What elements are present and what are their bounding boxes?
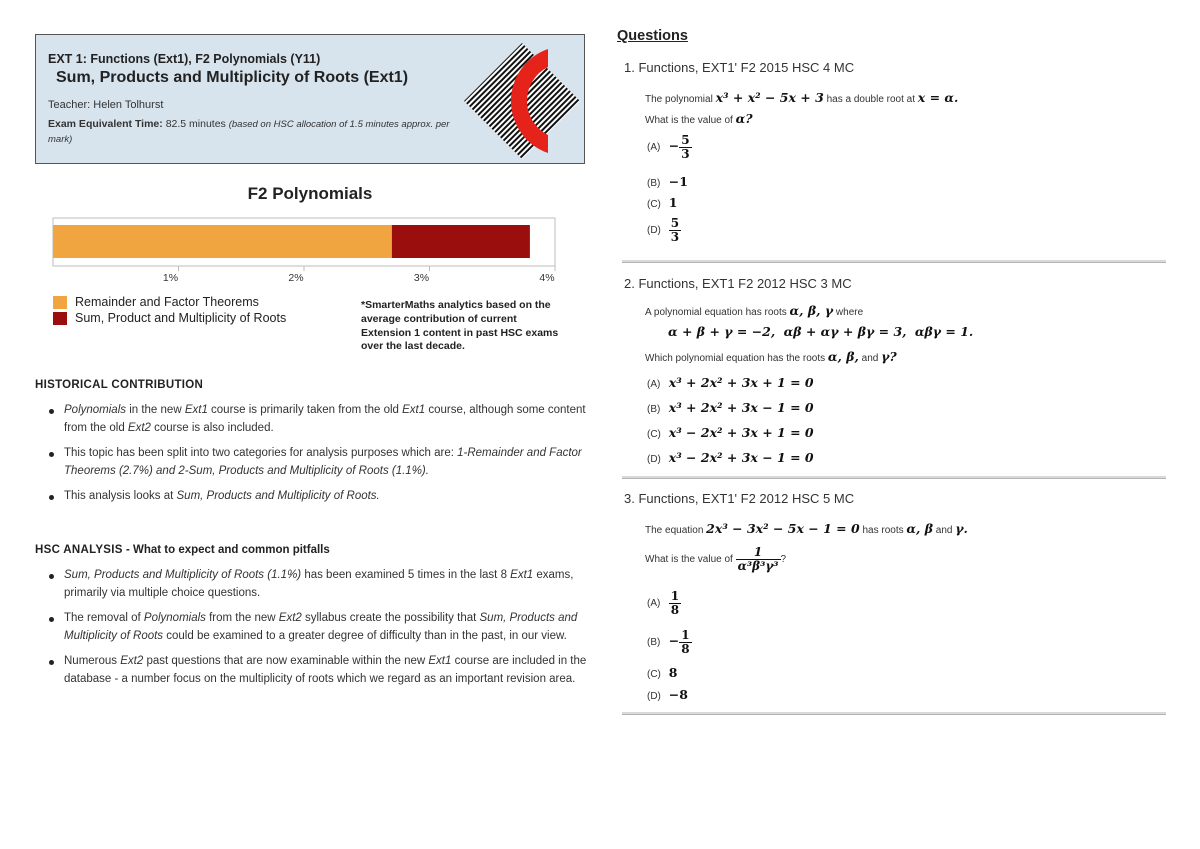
option-label: (D) (647, 691, 661, 702)
teacher-info (48, 99, 163, 111)
question-1-title: 1. Functions, EXT1' F2 2015 HSC 4 MC (624, 60, 855, 75)
text-em: Ext2 (278, 612, 302, 624)
question-2-option-c[interactable] (647, 425, 814, 440)
option-label: (B) (647, 404, 661, 415)
x-tick-label: 1% (162, 272, 179, 284)
math-fraction (736, 546, 781, 573)
historical-bullet-3 (47, 488, 592, 506)
option-value: x³ + 2x² + 3x + 1 = 0 (668, 375, 814, 390)
bar-chart (40, 212, 580, 290)
exam-time-value: 82.5 minutes (165, 118, 226, 130)
math-fraction (669, 217, 681, 244)
text-em: Ext2 (127, 421, 151, 434)
math-sign: − (668, 138, 680, 154)
text-em: Polynomials (143, 612, 206, 624)
text-em: Ext1 (402, 404, 426, 416)
math-fraction (679, 629, 691, 656)
option-label: (C) (647, 199, 661, 210)
fraction-numerator: 1 (736, 546, 781, 560)
question-3-ask (645, 546, 786, 573)
option-label: (C) (647, 429, 661, 440)
historical-bullet-2 (47, 445, 592, 480)
text-em: Ext1 (184, 404, 208, 416)
analysis-heading-rest: - What to expect and common pitfalls (122, 544, 330, 556)
option-label: (B) (647, 637, 661, 649)
text: from the new (205, 612, 279, 624)
text: past questions that are now examinable within the new (143, 655, 429, 667)
math-roots: α, β, (827, 349, 859, 364)
text: Which polynomial equation has the roots (645, 353, 826, 364)
text: Numerous (64, 655, 121, 667)
fraction-denominator: 8 (681, 642, 690, 656)
text: The removal of (64, 612, 144, 624)
text: This analysis looks at (64, 490, 177, 502)
x-tick-label: 3% (413, 272, 430, 284)
header-box (35, 34, 585, 164)
analysis-heading (35, 544, 330, 556)
math-roots: α, β (906, 521, 934, 536)
analysis-bullet-3 (47, 653, 592, 688)
question-divider (622, 260, 1166, 263)
legend-item-sum-product (53, 310, 286, 326)
option-label: (D) (647, 454, 661, 465)
text: course is primarily taken from the old (207, 404, 403, 416)
question-2-option-a[interactable] (647, 375, 814, 390)
option-value: 8 (668, 665, 678, 680)
fraction-denominator: 3 (670, 230, 680, 244)
text-em: 1-Remainder and Factor Theorems (2.7%) and 2-Sum, Products and Multiplicity of Roots (1.1%). (64, 447, 582, 477)
question-1-stem (645, 91, 958, 107)
question-3-option-d[interactable] (647, 687, 688, 702)
text-em: Polynomials (64, 404, 126, 416)
text: ? (780, 554, 787, 566)
text-em: Sum, Products and Multiplicity of Roots (64, 612, 578, 642)
math-var: γ. (955, 521, 968, 536)
fraction-numerator: 5 (670, 216, 680, 230)
question-1-option-a[interactable] (647, 134, 692, 161)
text: where (835, 307, 864, 318)
text-em: Ext1 (428, 655, 452, 667)
fraction-numerator: 5 (681, 133, 690, 147)
math-equation: αβγ = 1. (914, 324, 974, 339)
smartermaths-logo-icon (464, 43, 580, 159)
question-divider (622, 712, 1166, 715)
text: exams, primarily via multiple choice questions. (64, 569, 574, 599)
chart-title: F2 Polynomials (247, 184, 373, 203)
page-title: Sum, Products and Multiplicity of Roots (Ext1) (56, 69, 409, 86)
math-equation: αβ + αγ + βγ = 3, (783, 324, 907, 339)
option-label: (A) (647, 142, 661, 154)
course-label: EXT 1: Functions (Ext1), F2 Polynomials (Y11) (48, 52, 321, 66)
analysis-heading-bold: HSC ANALYSIS (35, 544, 123, 556)
question-divider (622, 476, 1166, 479)
fraction-numerator: 1 (681, 628, 690, 642)
math-equation: α + β + γ = −2, (668, 324, 776, 339)
text: This topic has been split into two categories for analysis purposes which are: (64, 447, 458, 459)
exam-time-label: Exam Equivalent Time: (48, 118, 163, 130)
chart-footnote: *SmarterMaths analytics based on the average contribution of current Extension 1 content in past HSC exams over the last decade. (361, 299, 559, 353)
option-value: −1 (668, 174, 688, 189)
question-3-option-c[interactable] (647, 665, 677, 680)
text-em: Ext2 (120, 655, 144, 667)
text: The equation (645, 525, 704, 536)
text: What is the value of (645, 554, 733, 566)
historical-list (47, 402, 592, 514)
question-2-option-b[interactable] (647, 400, 814, 415)
questions-heading: Questions (617, 28, 688, 44)
question-3-option-b[interactable] (647, 629, 692, 656)
math-equation: 2x³ − 3x² − 5x − 1 = 0 (706, 521, 860, 536)
text: has been examined 5 times in the last 8 (301, 569, 511, 581)
text-em: Sum, Products and Multiplicity of Roots. (176, 490, 380, 502)
option-value: x³ − 2x² + 3x − 1 = 0 (668, 450, 814, 465)
math-sign: − (668, 633, 680, 649)
x-tick-label: 4% (539, 272, 555, 284)
text: The polynomial (645, 94, 713, 105)
exam-time-note: (based on HSC allocation of 1.5 minutes approx. per mark) (48, 119, 450, 145)
question-1-option-d[interactable] (647, 217, 681, 244)
analysis-list (47, 567, 592, 696)
historical-heading: HISTORICAL CONTRIBUTION (35, 379, 204, 391)
legend-label-remainder: Remainder and Factor Theorems (75, 295, 259, 309)
bar-segment-1 (53, 225, 392, 258)
fraction-denominator: 3 (681, 147, 690, 161)
math-root: x = α. (917, 90, 959, 105)
question-1-ask (645, 112, 753, 128)
text: has a double root at (826, 94, 916, 105)
text-em: Sum, Products and Multiplicity of Roots (1.1%) (64, 569, 302, 581)
legend-label-sum-product: Sum, Product and Multiplicity of Roots (75, 311, 287, 325)
text: A polynomial equation has roots (645, 307, 787, 318)
text: could be examined to a greater degree of difficulty than in the past, in our view. (163, 629, 567, 642)
math-var: α? (735, 111, 753, 126)
text-em: Ext1 (510, 569, 534, 581)
option-value: x³ − 2x² + 3x + 1 = 0 (668, 425, 814, 440)
math-fraction (669, 590, 681, 617)
question-2-ask (645, 350, 897, 366)
math-fraction (679, 134, 691, 161)
question-1-option-c[interactable] (647, 195, 677, 210)
text: in the new (126, 404, 185, 416)
chart-legend (53, 294, 286, 326)
option-label: (A) (647, 598, 661, 610)
question-3-stem (645, 522, 968, 538)
fraction-denominator: α³β³γ³ (737, 559, 779, 573)
text: course are included in the database - a number focus on the multiplicity of roots which we regard as an important revision area. (64, 655, 587, 685)
question-1-option-b[interactable] (647, 174, 688, 189)
text: and (861, 353, 879, 364)
question-3-option-a[interactable] (647, 590, 681, 617)
option-label: (C) (647, 669, 661, 680)
question-2-stem (645, 304, 863, 320)
math-polynomial: x³ + x² − 5x + 3 (715, 90, 824, 105)
option-value: x³ + 2x² + 3x − 1 = 0 (668, 400, 814, 415)
math-var: γ? (881, 349, 897, 364)
question-2-option-d[interactable] (647, 450, 814, 465)
text: course, although some content from the old (64, 404, 586, 434)
option-label: (B) (647, 178, 661, 189)
question-2-equations (668, 325, 973, 341)
historical-bullet-1 (47, 402, 592, 437)
question-3-title: 3. Functions, EXT1' F2 2012 HSC 5 MC (624, 491, 855, 506)
text: syllabus create the possibility that (301, 612, 480, 624)
legend-swatch-remainder (53, 296, 67, 309)
fraction-denominator: 8 (670, 603, 680, 617)
text: What is the value of (645, 115, 733, 126)
legend-item-remainder (53, 294, 286, 310)
fraction-numerator: 1 (670, 589, 680, 603)
math-roots: α, β, γ (789, 303, 834, 318)
analysis-bullet-1 (47, 567, 592, 602)
teacher-label: Teacher: (48, 99, 91, 111)
question-2-title: 2. Functions, EXT1 F2 2012 HSC 3 MC (624, 276, 852, 291)
exam-time-info (48, 117, 458, 147)
text: and (935, 525, 953, 536)
option-label: (A) (647, 379, 661, 390)
text: course is also included. (150, 421, 274, 434)
option-value: −8 (668, 687, 688, 702)
text: has roots (862, 525, 904, 536)
legend-swatch-sum-product (53, 312, 67, 325)
option-label: (D) (647, 225, 661, 237)
analysis-bullet-2 (47, 610, 592, 645)
option-value: 1 (668, 195, 678, 210)
bar-segment-2 (392, 225, 530, 258)
x-tick-label: 2% (288, 272, 304, 284)
teacher-name: Helen Tolhurst (93, 99, 164, 111)
